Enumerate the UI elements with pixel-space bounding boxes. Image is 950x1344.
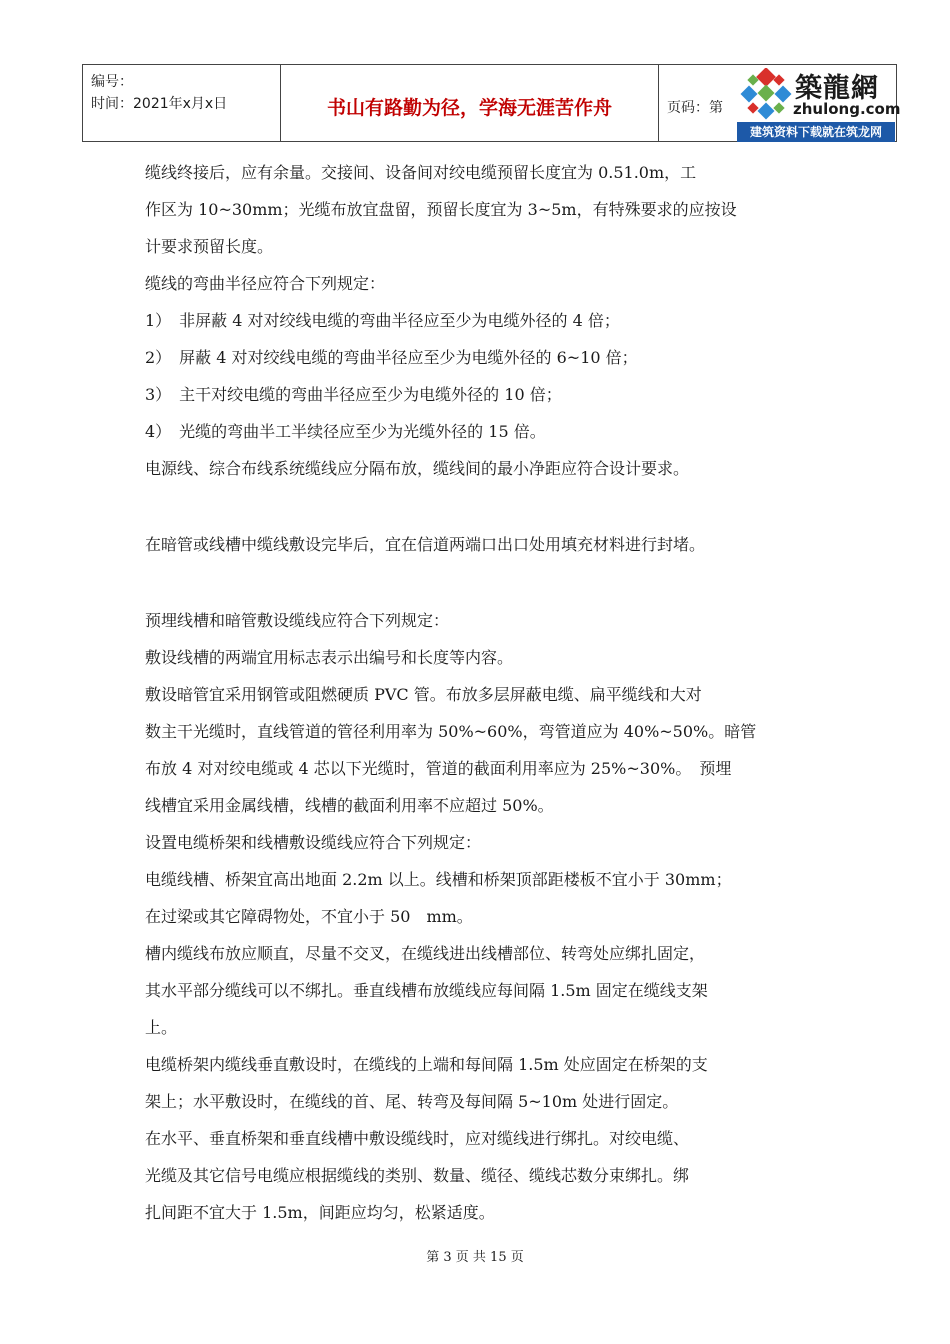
- body-line: 在暗管或线槽中缆线敷设完毕后，宜在信道两端口出口处用填充材料进行封堵。: [145, 535, 706, 554]
- body-line: 电缆线槽、桥架宜高出地面 2.2m 以上。线槽和桥架顶部距楼板不宜小于 30mm；: [145, 870, 732, 889]
- body-line: 上。: [145, 1018, 178, 1037]
- body-line: 作区为 10~30mm；光缆布放宜盘留，预留长度宜为 3~5m，有特殊要求的应按设: [145, 200, 737, 219]
- body-line: 数主干光缆时，直线管道的管径利用率为 50%~60%，弯管道应为 40%~50%。暗管: [145, 722, 757, 741]
- body-line: 在过梁或其它障碍物处，不宜小于 50 mm。: [145, 907, 473, 926]
- diamond-logo-icon: [739, 68, 793, 122]
- body-line: 电缆桥架内缆线垂直敷设时，在缆线的上端和每间隔 1.5m 处应固定在桥架的支: [145, 1055, 708, 1074]
- list-item: 4） 光缆的弯曲半工半续径应至少为光缆外径的 15 倍。: [145, 422, 546, 441]
- body-line: 敷设线槽的两端宜用标志表示出编号和长度等内容。: [145, 648, 514, 667]
- body-line: 电源线、综合布线系统缆线应分隔布放，缆线间的最小净距应符合设计要求。: [145, 459, 690, 478]
- header-page-cell: [659, 65, 735, 141]
- logo-domain: zhulong.com: [793, 100, 901, 118]
- list-item: 2） 屏蔽 4 对对绞线电缆的弯曲半径应至少为电缆外径的 6~10 倍；: [145, 348, 638, 367]
- header-motto-cell: [281, 65, 659, 141]
- body-line: 设置电缆桥架和线槽敷设缆线应符合下列规定：: [145, 833, 482, 852]
- body-line: 架上；水平敷设时，在缆线的首、尾、转弯及每间隔 5~10m 处进行固定。: [145, 1092, 679, 1111]
- body-line: 槽内缆线布放应顺直，尽量不交叉，在缆线进出线槽部位、转弯处应绑扎固定，: [145, 944, 706, 963]
- body-line: 在水平、垂直桥架和垂直线槽中敷设缆线时，应对缆线进行绑扎。对绞电缆、: [145, 1129, 690, 1148]
- motto-text: 书山有路勤为径，学海无涯苦作舟: [326, 97, 612, 119]
- page-label: 页码：第: [667, 100, 723, 116]
- page-footer: 第 3 页 共 15 页: [426, 1250, 524, 1265]
- date-label: 时间：2021年x月x日: [91, 96, 228, 112]
- body-line: 敷设暗管宜采用钢管或阻燃硬质 PVC 管。布放多层屏蔽电缆、扁平缆线和大对: [145, 685, 702, 704]
- logo-name-cn: 築龍網: [795, 73, 879, 104]
- body-line: 其水平部分缆线可以不绑扎。垂直线槽布放缆线应每间隔 1.5m 固定在缆线支架: [145, 981, 708, 1000]
- body-line: 缆线终接后，应有余量。交接间、设备间对绞电缆预留长度宜为 0.51.0m，工: [145, 163, 697, 182]
- body-line: 布放 4 对对绞电缆或 4 芯以下光缆时，管道的截面利用率应为 25%~30%。 预埋: [145, 759, 732, 778]
- zhulong-logo: [737, 66, 901, 142]
- body-line: 光缆及其它信号电缆应根据缆线的类别、数量、缆径、缆线芯数分束绑扎。绑: [145, 1166, 690, 1185]
- logo-slogan: 建筑资料下载就在筑龙网: [737, 122, 895, 142]
- list-item: 3） 主干对绞电缆的弯曲半径应至少为电缆外径的 10 倍；: [145, 385, 562, 404]
- body-line: 线槽宜采用金属线槽，线槽的截面利用率不应超过 50%。: [145, 796, 554, 815]
- body-line: 计要求预留长度。: [145, 237, 274, 256]
- number-label: 编号：: [91, 74, 133, 90]
- header-info-cell: [83, 65, 281, 141]
- body-line: 预埋线槽和暗管敷设缆线应符合下列规定：: [145, 611, 450, 630]
- list-item: 1） 非屏蔽 4 对对绞线电缆的弯曲半径应至少为电缆外径的 4 倍；: [145, 311, 620, 330]
- body-line: 扎间距不宜大于 1.5m，间距应均匀，松紧适度。: [145, 1203, 495, 1222]
- body-line: 缆线的弯曲半径应符合下列规定：: [145, 274, 386, 293]
